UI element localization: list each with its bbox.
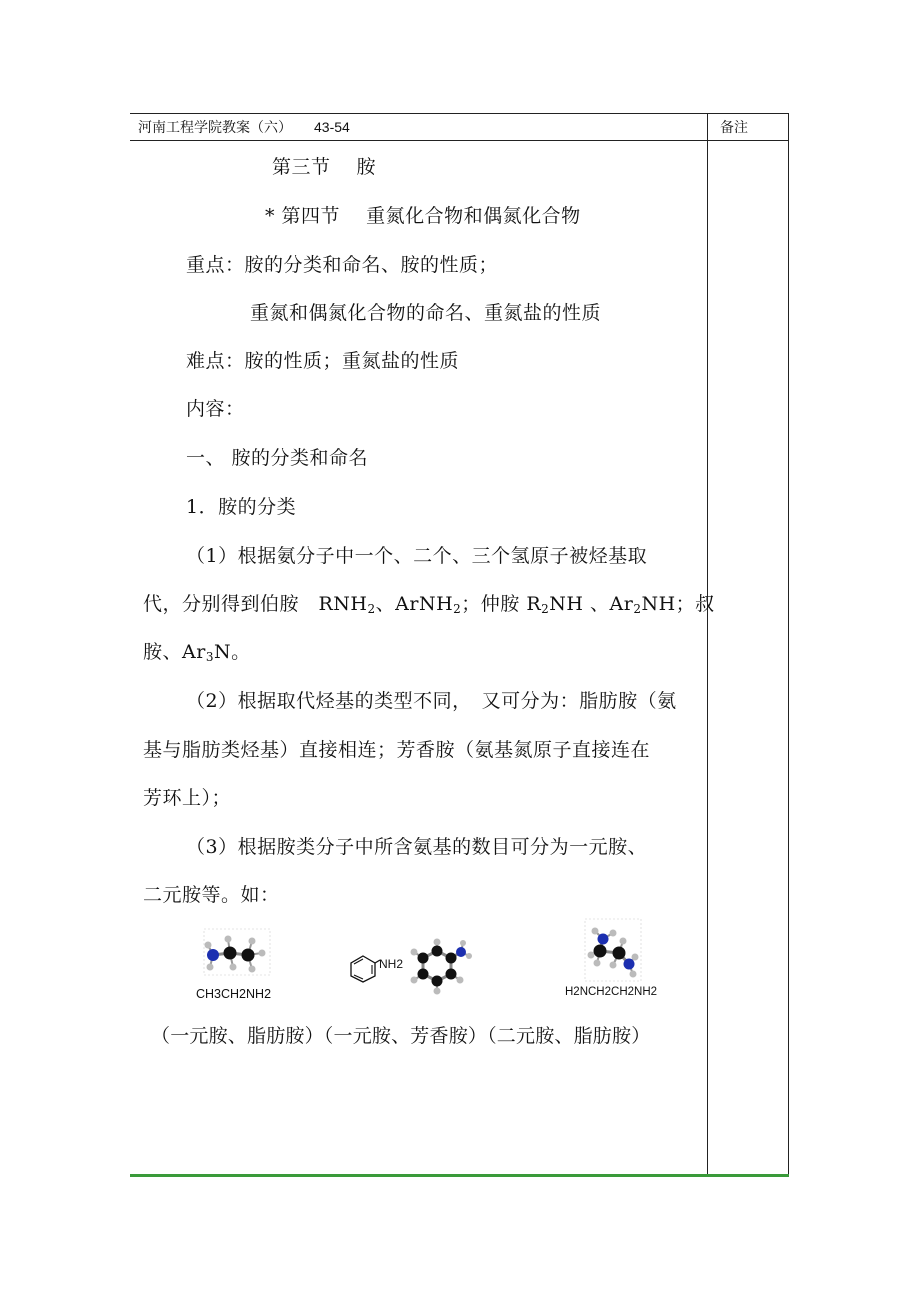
text-seg: NH 、Ar <box>549 593 634 615</box>
ethylenediamine-model <box>583 917 643 983</box>
remarks-header: 备注 <box>720 120 748 136</box>
text-seg: 、ArNH <box>375 593 454 615</box>
subscript: 3 <box>205 650 214 664</box>
footer-green-rule <box>130 1174 789 1177</box>
ethylamine-formula: CH3CH2NH2 <box>196 987 272 1001</box>
content-label: 内容： <box>186 398 245 420</box>
ethylenediamine-formula: H2NCH2CH2NH2 <box>565 986 658 998</box>
header-left-text: 河南工程学院教案（六） <box>138 120 292 136</box>
para2-line1: （2）根据取代烃基的类型不同， 又可分为：脂肪胺（氨 <box>186 690 677 712</box>
frame-top-line <box>130 113 789 114</box>
header-title <box>138 117 350 137</box>
subscript: 2 <box>453 602 462 616</box>
key-points-line2: 重氮和偶氮化合物的命名、重氮盐的性质 <box>250 302 602 324</box>
part1-subheading: 1．胺的分类 <box>186 496 297 518</box>
part1-heading: 一、 胺的分类和命名 <box>186 447 369 469</box>
aniline-nh2-label: NH2 <box>379 957 404 971</box>
section-title: 第三节 胺 <box>272 156 377 178</box>
text-seg: N。 <box>213 641 251 663</box>
para3-line1: （3）根据胺类分子中所含氨基的数目可分为一元胺、 <box>186 836 648 858</box>
figure-captions: （一元胺、脂肪胺）（一元胺、芳香胺）（二元胺、脂肪胺） <box>151 1025 651 1047</box>
aniline-model <box>405 938 473 996</box>
text-seg: NH；叔 <box>641 593 715 615</box>
section-subtitle: * 第四节 重氮化合物和偶氮化合物 <box>265 205 581 227</box>
remarks-column-divider <box>707 113 708 1176</box>
aniline-structure <box>346 953 380 983</box>
para2-line3: 芳环上）； <box>143 787 232 809</box>
frame-right-line <box>788 113 789 1176</box>
para2-line2: 基与脂肪类烃基）直接相连；芳香胺（氨基氮原子直接连在 <box>143 739 651 761</box>
subscript: 2 <box>541 602 550 616</box>
ethylamine-model <box>200 925 275 980</box>
subscript: 2 <box>367 602 376 616</box>
difficulty: 难点：胺的性质；重氮盐的性质 <box>186 350 460 372</box>
subscript: 2 <box>633 602 642 616</box>
para1-line3 <box>143 637 251 664</box>
para3-line2: 二元胺等。如： <box>143 884 280 906</box>
key-points: 重点：胺的分类和命名、胺的性质； <box>186 254 499 276</box>
header-bottom-line <box>130 140 789 141</box>
text-seg: ；仲胺 R <box>461 593 542 615</box>
text-seg: 胺、Ar <box>143 641 206 663</box>
para1-line1: （1）根据氨分子中一个、二个、三个氢原子被烃基取 <box>186 545 648 567</box>
header-code: 43-54 <box>314 119 350 135</box>
para1-line2 <box>143 589 715 616</box>
text-seg: 代，分别得到伯胺 RNH <box>143 593 368 615</box>
